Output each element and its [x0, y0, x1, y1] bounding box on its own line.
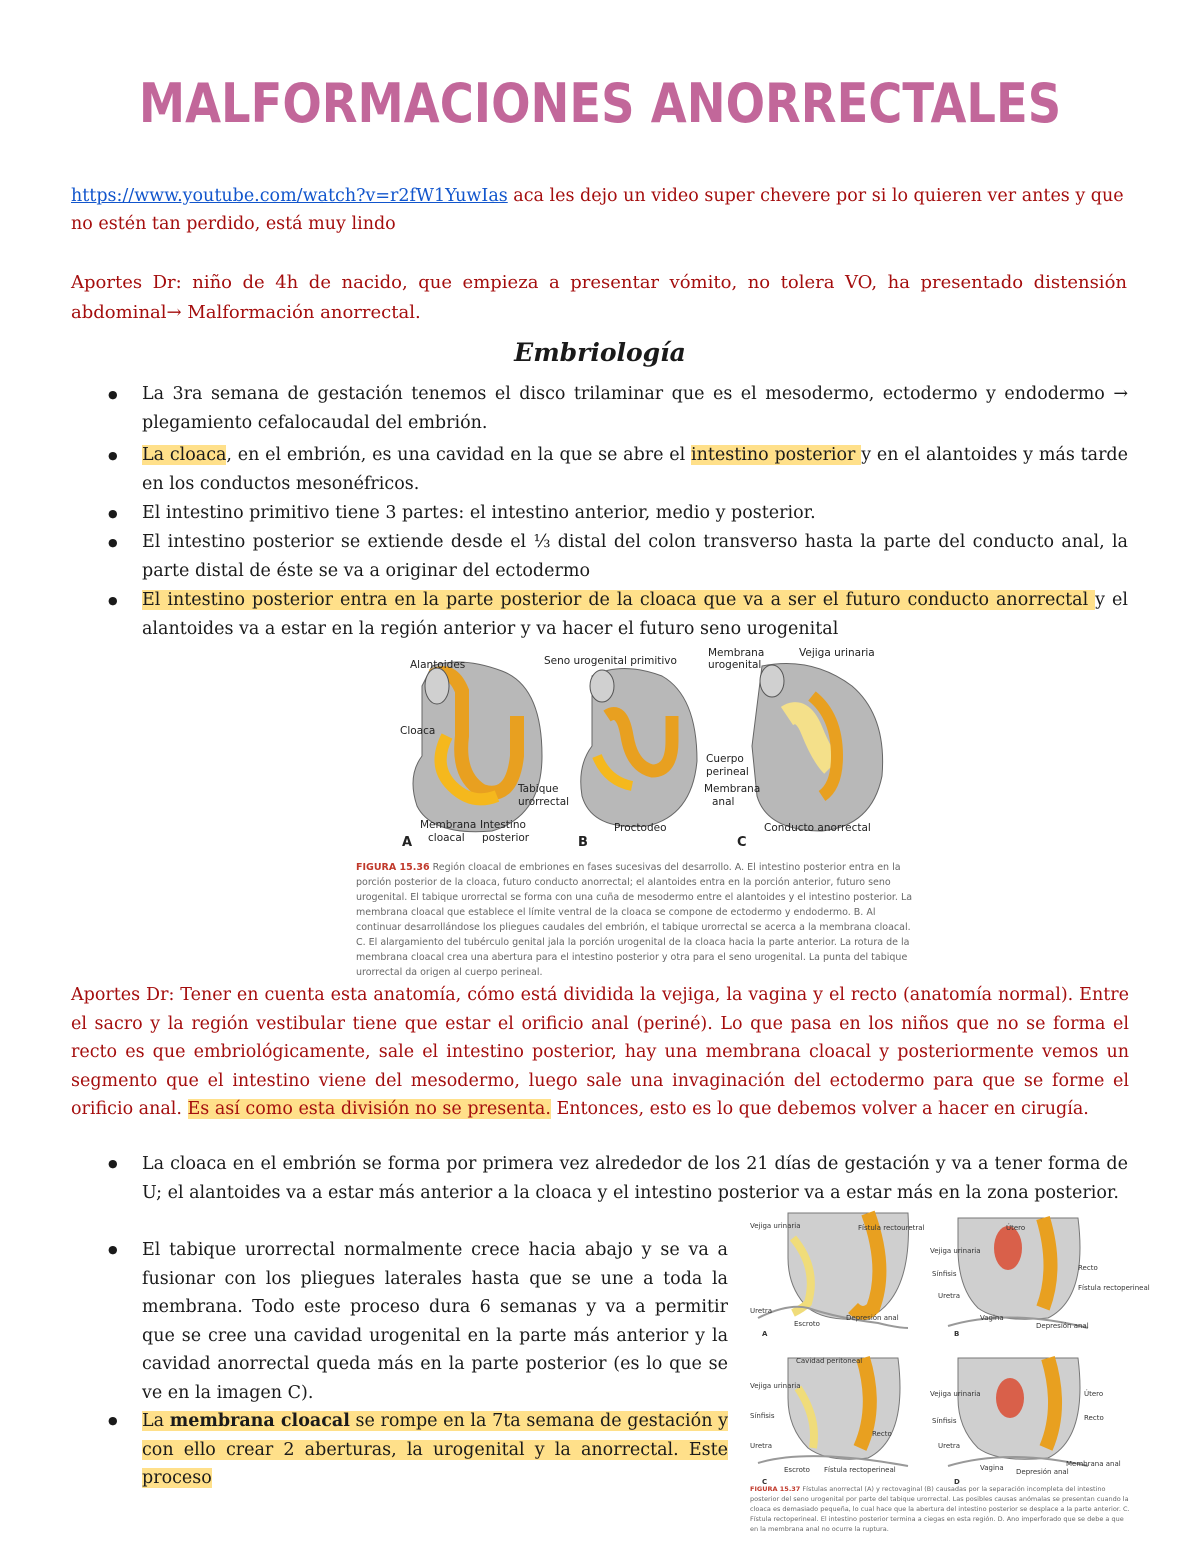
label-cuerpo-1: Cuerpo	[706, 753, 744, 765]
list-item: ● El intestino posterior se extiende desde el ⅓ distal del colon transverso hasta la parte del conducto anal, la parte distal de éste se va a originar del ectodermo	[108, 532, 1128, 581]
label-escroto-a: Escroto	[794, 1320, 820, 1328]
label-c: C	[737, 835, 747, 850]
panel-b-drawing	[948, 1218, 1088, 1328]
figure-caption-15-36: FIGURA 15.36 Región cloacal de embriones en fases sucesivas del desarrollo. A. El intestino posterior entra en la porción posterior de la cloaca, futuro conducto anorrectal; el alantoides entra en la porción anterior, futuro seno urogenital. El tabique urorrectal se forma con una cuña de mesodermo entre el alantoides y el intestino posterior. La membrana cloacal que establece el límite ventral de la cloaca se compone de ectodermo y endodermo. B. Al continuar desarrollándose los pliegues caudales del embrión, el tabique urorrectal se acerca a la membrana cloacal. C. El alargamiento del tubérculo genital jala la porción urogenital de la cloaca hacia la parte anterior. La rotura de la membrana cloacal crea una abertura para el intestino posterior y otra para el seno urogenital. La punta del tabique urorrectal da origen al cuerpo perineal.	[356, 862, 913, 978]
label-alantoides: Alantoides	[410, 659, 466, 671]
label-uretra-d: Uretra	[938, 1442, 961, 1450]
label-seno: Seno urogenital primitivo	[544, 655, 677, 667]
label-sinfisis-c: Sínfisis	[750, 1412, 775, 1420]
label-uretra-a: Uretra	[750, 1307, 773, 1315]
label-proctodeo: Proctodeo	[614, 822, 667, 834]
label-cloaca: Cloaca	[400, 725, 436, 737]
label-intestino: Intestino	[480, 819, 526, 831]
label-utero-b: Útero	[1006, 1224, 1026, 1232]
label-sinfisis-b: Sínfisis	[932, 1270, 957, 1278]
label-utero-d: Útero	[1084, 1390, 1104, 1398]
label-recto-c: Recto	[872, 1430, 892, 1438]
bullet-list-2	[70, 1150, 1128, 1207]
list-item: ● El intestino posterior entra en la parte posterior de la cloaca que va a ser el futuro conducto anorrectal y el alantoides va a estar en la región anterior y va hacer el futuro seno urogenital	[108, 590, 1128, 639]
label-cuerpo-2: perineal	[706, 766, 749, 778]
label-depresion-b: Depresión anal	[1036, 1322, 1089, 1330]
label-vejiga-b: Vejiga urinaria	[930, 1247, 981, 1255]
label-vagina-b: Vagina	[980, 1314, 1004, 1322]
label-depresion-d: Depresión anal	[1016, 1468, 1069, 1476]
page-title: MALFORMACIONES ANORRECTALES	[138, 72, 1062, 135]
label-vejiga-d: Vejiga urinaria	[930, 1390, 981, 1398]
label-c: C	[762, 1478, 768, 1486]
list-item: ● El tabique urorrectal normalmente crece hacia abajo y se va a fusionar con los pliegues laterales hasta que se une a toda la membrana. Todo este proceso dura 6 semanas y va a permitir que se cree una cavidad urogenital en la parte más anterior y la cavidad anorrectal queda más en la parte posterior (es lo que se ve en la imagen C).	[108, 1240, 728, 1403]
label-depresion-a: Depresión anal	[846, 1314, 899, 1322]
figure-caption-15-37: FIGURA 15.37 Fístulas anorrectal (A) y rectovaginal (B) causadas por la separación incompleta del intestino posterior del seno urogenital por parte del tabique urorrectal. Las posibles causas anómalas se presentan cuando la cloaca es demasiado pequeña, lo cual hace que la abertura del intestino posterior se desplace a la parte anterior. C. Fístula rectoperineal. El intestino posterior termina a ciegas en esta región. D. Ano imperforado que se debe a que en la membrana anal no ocurre la ruptura.	[750, 1485, 1130, 1533]
label-vejiga-c: Vejiga urinaria	[750, 1382, 801, 1390]
list-item: ● El intestino primitivo tiene 3 partes: el intestino anterior, medio y posterior.	[108, 503, 816, 523]
label-recto-d: Recto	[1084, 1414, 1104, 1422]
label-conducto: Conducto anorrectal	[764, 822, 871, 834]
label-membrana-urogenital-2: urogenital	[708, 659, 762, 671]
bullet-list-3	[70, 1236, 728, 1493]
label-a: A	[762, 1330, 768, 1338]
label-cavidad-c: Cavidad peritoneal	[796, 1357, 863, 1365]
label-fistula-a: Fístula rectouretral	[858, 1224, 925, 1232]
label-urorrectal: urorrectal	[518, 796, 570, 808]
label-vagina-d: Vagina	[980, 1464, 1004, 1472]
label-cloacal: cloacal	[428, 832, 465, 844]
list-item: ● La 3ra semana de gestación tenemos el disco trilaminar que es el mesodermo, ectodermo y endodermo → plegamiento cefalocaudal del embrión.	[108, 384, 1128, 433]
list-item: ● La cloaca, en el embrión, es una cavidad en la que se abre el intestino posterior y en el alantoides y más tarde en los conductos mesonéfricos.	[108, 445, 1128, 494]
panel-d-drawing	[948, 1358, 1088, 1466]
label-vejiga: Vejiga urinaria	[799, 647, 875, 659]
label-fistula-rv-b: Fístula rectoperineal	[1078, 1284, 1150, 1292]
bullet-list-1	[70, 380, 1128, 644]
embryo-c-drawing	[752, 664, 883, 832]
label-a: A	[402, 835, 413, 850]
aportes-paragraph-2: Aportes Dr: Tener en cuenta esta anatomía, cómo está dividida la vejiga, la vagina y el recto (anatomía normal). Entre el sacro y la región vestibular tiene que estar el orificio anal (periné). Lo que pasa en los niños que no se forma el recto es que embriológicamente, sale el intestino posterior, hay una membrana cloacal y posteriormente vemos un segmento que el intestino viene del mesodermo, luego sale una invaginación del ectodermo para que se forme el orificio anal. Es así como esta división no se presenta. Entonces, esto es lo que debemos volver a hacer en cirugía.	[71, 985, 1129, 1119]
label-fistula-c: Fístula rectoperineal	[824, 1466, 896, 1474]
label-uretra-c: Uretra	[750, 1442, 773, 1450]
label-membrana: Membrana	[420, 819, 477, 831]
youtube-link[interactable]: https://www.youtube.com/watch?v=r2fW1YuwIas	[71, 186, 508, 206]
list-item: ● La membrana cloacal se rompe en la 7ta semana de gestación y con ello crear 2 aberturas, la urogenital y la anorrectal. Este proceso	[108, 1411, 728, 1488]
label-vejiga-a: Vejiga urinaria	[750, 1222, 801, 1230]
label-recto-b: Recto	[1078, 1264, 1098, 1272]
label-membrana-urogenital-1: Membrana	[708, 647, 765, 659]
label-b: B	[578, 835, 588, 850]
panel-c-drawing	[758, 1358, 908, 1466]
label-tabique: Tabique	[518, 783, 559, 795]
section-title: Embriología	[514, 338, 686, 367]
label-escroto-c: Escroto	[784, 1466, 810, 1474]
label-b: B	[954, 1330, 960, 1338]
label-d: D	[954, 1478, 960, 1486]
label-posterior: posterior	[482, 832, 530, 844]
list-item: ● La cloaca en el embrión se forma por primera vez alrededor de los 21 días de gestación y va a tener forma de U; el alantoides va a estar más anterior a la cloaca y el intestino posterior va a estar más en la zona posterior.	[108, 1154, 1128, 1203]
label-sinfisis-d: Sínfisis	[932, 1417, 957, 1425]
label-membrana-anal-2: anal	[712, 796, 735, 808]
label-uretra-b: Uretra	[938, 1292, 961, 1300]
label-membrana-anal-d: Membrana anal	[1066, 1460, 1121, 1468]
intro-paragraph	[71, 182, 1131, 238]
embryo-b-drawing	[581, 669, 697, 827]
label-membrana-anal-1: Membrana	[704, 783, 761, 795]
anorectal-fistula-figure	[748, 1208, 1150, 1490]
aportes-paragraph-1: Aportes Dr: niño de 4h de nacido, que empieza a presentar vómito, no tolera VO, ha presentado distensión abdominal→ Malformación anorrectal.	[71, 272, 1127, 323]
intro-text: aca les dejo un video super chevere por si lo quieren ver antes y que no estén tan perdido, está muy lindo	[71, 186, 1124, 234]
cloaca-development-figure	[392, 646, 932, 852]
